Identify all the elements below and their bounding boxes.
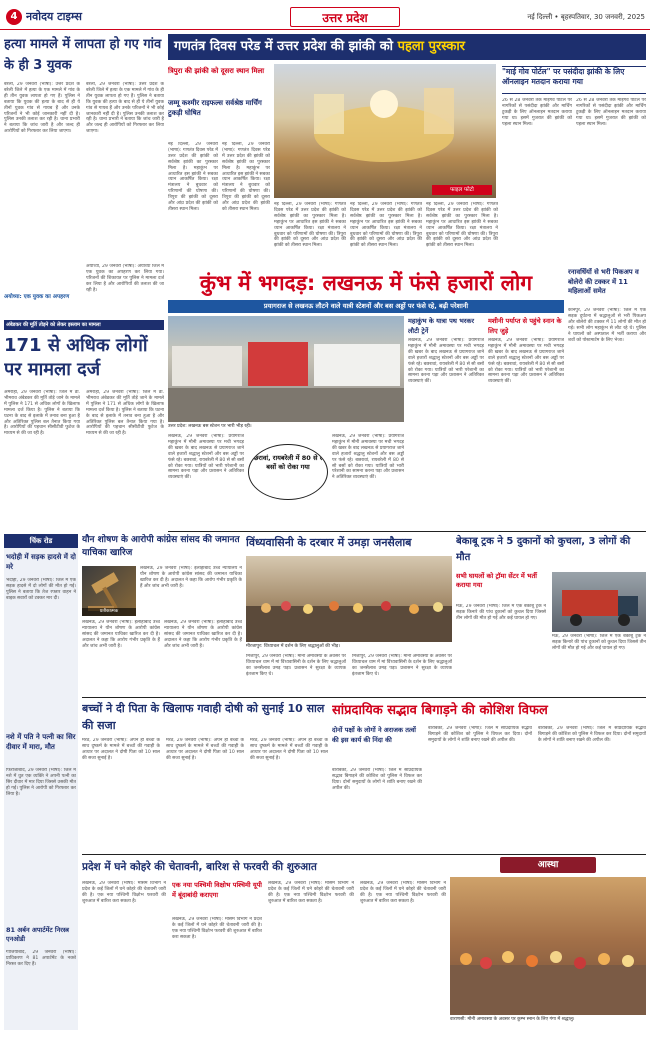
jhanki-headline <box>168 34 646 60</box>
divider-cold <box>82 854 646 855</box>
check-item2-head: नशे में पति ने पत्नी का सिर दीवार में मारा, मौत <box>6 733 76 751</box>
kumbh-photo-caption: उत्तर प्रदेश: लखनऊ बस स्टेशन पर भारी भीड़ रही। <box>168 424 252 429</box>
story-11-headline: रनावर्धियों से भरी पिकअप व बोलेरो की टक्कर में 11 महिलाओं समेत <box>568 268 639 295</box>
jhanki-headline-prefix: गणतंत्र दिवस परेड में उत्तर प्रदेश की झांकी को <box>174 39 394 54</box>
petition-headline: यौन शोषण के आरोपी कांग्रेस सांसद की जमानत याचिका खारिज <box>82 535 240 558</box>
petition-body-2: लखनऊ, 29 जनवरी (भाषा): इलाहाबाद उच्च न्यायालय ने यौन शोषण के आरोपी कांग्रेस सांसद की जमानत याचिका खारिज कर दी है। अदालत ने कहा कि आरोप गंभीर प्रकृति के हैं और जांच अभी जारी है। <box>82 620 160 649</box>
cold-body-4: लखनऊ, 29 जनवरी (भाषा): मौसम विभाग ने प्रदेश के कई जिलों में घने कोहरे की चेतावनी जारी की है। एक नया पश्चिमी विक्षोभ फरवरी की शुरुआत में बारिश करा सकता है। <box>360 881 446 904</box>
communal-body: बाराबंकी, 29 जनवरी (भाषा): जिले में सांप्रदायिक सद्भाव बिगाड़ने की कोशिश को पुलिस ने विफल कर दिया। दोनों समुदायों के लोगों ने शांति बनाए रखने की अपील की। <box>332 768 422 791</box>
children-headline: बच्चों ने दी पिता के खिलाफ गवाही दोषी को सुनाई 10 साल की सजा <box>82 702 325 732</box>
kumbh-box2-head: मशीनी पर्याप्त से पहुंचे स्नान के लिए जुड़े <box>488 317 562 335</box>
jhanki-photo-art <box>274 64 496 198</box>
truck-headline: बेकाबू ट्रक ने 5 दुकानों को कुचला, 3 लोगों की मौत <box>456 536 631 563</box>
divider-low <box>82 697 646 698</box>
check-bar-title: चिंक रोड <box>4 534 78 548</box>
dateline: नई दिल्ली • बृहस्पतिवार, 30 जनवरी, 2025 <box>527 13 645 21</box>
kumbh-box1-body: लखनऊ, 29 जनवरी (भाषा): प्रयागराज महाकुंभ में मौनी अमावस्या पर मची भगदड़ की खबर के बाद लखनऊ से प्रयागराज जाने वाले हजारों श्रद्धालु स्टेशनों और बस अड्डों पर फंसे रहे। बछरावां, रायबरेली में 80 से सौ बसों को रोका गया। यात्रियों को भारी परेशानी का सामना करना पड़ा और प्रशासन ने अतिरिक्त व्यवस्थाएं कीं। <box>408 338 484 385</box>
check-item2-body: फिरोजाबाद, 29 जनवरी (भाषा): जिले में नशे में धुत एक व्यक्ति ने अपनी पत्नी का सिर दीवार में मार दिया जिससे उसकी मौत हो गई। पुलिस ने आरोपी को गिरफ्तार कर लिया है। <box>6 768 76 797</box>
vidhwasini-photo <box>246 556 452 642</box>
vidhwasini-headline <box>246 534 452 552</box>
ayodhya-kicker: अयोध्या: एक युवक का अपहरण <box>4 294 70 300</box>
story-cold <box>82 857 446 1033</box>
header-rule <box>0 29 650 30</box>
story-jhanki <box>168 34 646 264</box>
story-murder <box>4 34 164 318</box>
communal-body-2: बाराबंकी, 29 जनवरी (भाषा): जिले में सांप्रदायिक सद्भाव बिगाड़ने की कोशिश को पुलिस ने विफल कर दिया। दोनों समुदायों के लोगों ने शांति बनाए रखने की अपील की। <box>428 726 532 743</box>
check-item1-head: भदोही में सड़क हादसे में दो मरे <box>6 553 76 571</box>
petition-photo-label: प्रतीकात्मक <box>82 608 136 616</box>
check-bar <box>4 534 78 1030</box>
story-171-body: अमरोहा, 29 जनवरी (भाषा): जिले में डॉ. भीमराव अंबेडकर की मूर्ति तोड़े जाने के मामले में पुलिस ने 171 से अधिक लोगों के खिलाफ मामला दर्ज किया है। पुलिस ने बताया कि घटना के बाद से इलाके में तनाव बना हुआ है और अतिरिक्त पुलिस बल तैनात किया गया है। आरोपियों की पहचान सीसीटीवी फुटेज के माध्यम से की जा रही है। <box>4 390 80 437</box>
story-171-headline: 171 से अधिक लोगों पर मामला दर्ज <box>4 335 148 380</box>
petition-body: लखनऊ, 29 जनवरी (भाषा): इलाहाबाद उच्च न्यायालय ने यौन शोषण के आरोपी कांग्रेस सांसद की जमानत याचिका खारिज कर दी है। अदालत ने कहा कि आरोप गंभीर प्रकृति के हैं और जांच अभी जारी है। <box>140 566 242 589</box>
vidhwasini-body: मिर्जापुर, 29 जनवरी (भाषा): मौनी अमावस्या के अवसर पर विंध्याचल धाम में मां विंध्यवासिनी के दर्शन के लिए श्रद्धालुओं का जनसैलाब उमड़ पड़ा। प्रशासन ने सुरक्षा के व्यापक इंतजाम किए थे। <box>246 654 346 677</box>
story-11-dead <box>568 268 646 530</box>
children-body-3: मेरठ, 29 जनवरी (भाषा): अपने ही बच्चों के साथ दुष्कर्म के मामले में बच्चों की गवाही के आधार पर अदालत ने दोषी पिता को 10 साल की सजा सुनाई है। <box>250 738 328 761</box>
cold-kicker: एक नया पश्चिमी विक्षोभ पश्चिमी यूपी में बूंदाबांदी कराएगा <box>172 881 262 899</box>
kumbh-body-2: लखनऊ, 29 जनवरी (भाषा): प्रयागराज महाकुंभ में मौनी अमावस्या पर मची भगदड़ की खबर के बाद लखनऊ से प्रयागराज जाने वाले हजारों श्रद्धालु स्टेशनों और बस अड्डों पर फंसे रहे। बछरावां, रायबरेली में 80 से सौ बसों को रोका गया। यात्रियों को भारी परेशानी का सामना करना पड़ा और प्रशासन ने अतिरिक्त व्यवस्थाएं कीं। <box>332 434 404 481</box>
cold-body: लखनऊ, 29 जनवरी (भाषा): मौसम विभाग ने प्रदेश के कई जिलों में घने कोहरे की चेतावनी जारी की है। एक नया पश्चिमी विक्षोभ फरवरी की शुरुआत में बारिश करा सकता है। <box>82 881 166 904</box>
kumbh-photo-art <box>168 316 404 422</box>
petition-photo <box>82 566 136 616</box>
kumbh-box2-body: लखनऊ, 29 जनवरी (भाषा): प्रयागराज महाकुंभ में मौनी अमावस्या पर मची भगदड़ की खबर के बाद लखनऊ से प्रयागराज जाने वाले हजारों श्रद्धालु स्टेशनों और बस अड्डों पर फंसे रहे। बछरावां, रायबरेली में 80 से सौ बसों को रोका गया। यात्रियों को भारी परेशानी का सामना करना पड़ा और प्रशासन ने अतिरिक्त व्यवस्थाएं कीं। <box>488 338 564 385</box>
vidhwasini-body-2: मिर्जापुर, 29 जनवरी (भाषा): मौनी अमावस्या के अवसर पर विंध्याचल धाम में मां विंध्यवासिनी के दर्शन के लिए श्रद्धालुओं का जनसैलाब उमड़ पड़ा। प्रशासन ने सुरक्षा के व्यापक इंतजाम किए थे। <box>352 654 452 677</box>
page-number: 4 <box>6 9 22 25</box>
truck-photo <box>552 572 646 632</box>
story-petition <box>82 534 242 694</box>
aastha-photo <box>450 877 646 1015</box>
kumbh-headline: कुंभ में भगदड़: लखनऊ में फंसे हजारों लोग <box>199 271 533 295</box>
divider-mid <box>168 531 646 532</box>
children-body-2: मेरठ, 29 जनवरी (भाषा): अपने ही बच्चों के साथ दुष्कर्म के मामले में बच्चों की गवाही के आधार पर अदालत ने दोषी पिता को 10 साल की सजा सुनाई है। <box>166 738 244 761</box>
communal-body-3: बाराबंकी, 29 जनवरी (भाषा): जिले में सांप्रदायिक सद्भाव बिगाड़ने की कोशिश को पुलिस ने विफल कर दिया। दोनों समुदायों के लोगों ने शांति बनाए रखने की अपील की। <box>538 726 646 743</box>
aastha-box <box>450 857 646 1033</box>
jhanki-side-kicker: त्रिपुरा की झांकी को दूसरा स्थान मिला <box>168 67 265 75</box>
truck-art <box>552 572 646 632</box>
kumbh-quote: बछरावां, रायबरेली में 80 से सौ बसों को रोका गया <box>248 444 328 500</box>
vidhwasini-photo-caption: मीरजापुर: विंध्याचल में दर्शन के लिए श्रद्धालुओं की भीड़। <box>246 644 340 649</box>
jhanki-right-body-2: 26 से 28 जनवरी तक माईगव पोर्टल पर नागरिकों से पसंदीदा झांकी और मार्चिंग टुकड़ी के लिए ऑनलाइन मतदान कराया गया था। इसमें गुजरात की झांकी को पहला स्थान मिला। <box>576 98 646 127</box>
jhanki-body-4: नई दिल्ली, 29 जनवरी (भाषा): गणतंत्र दिवस परेड में उत्तर प्रदेश की झांकी को सर्वश्रेष्ठ झांकी का पुरस्कार मिला है। महाकुंभ पर आधारित इस झांकी ने सबका ध्यान आकर्षित किया। रक्षा मंत्रालय ने बुधवार को परिणामों की घोषणा की। त्रिपुरा की झांकी को दूसरा और आंध्र प्रदेश की झांकी को तीसरा स्थान मिला। <box>350 202 422 249</box>
check-item1-body: भदोही, 29 जनवरी (भाषा): जिले में एक सड़क हादसे में दो लोगों की मौत हो गई। पुलिस ने बताया कि तेज रफ्तार वाहन ने बाइक सवारों को टक्कर मार दी। <box>6 578 76 601</box>
truck-body-2: मऊ, 29 जनवरी (भाषा): जिले में एक बेकाबू ट्रक ने सड़क किनारे की पांच दुकानों को कुचल दिया जिससे तीन लोगों की मौत हो गई और कई घायल हो गए। <box>552 634 646 651</box>
truck-kicker: सभी घायलों को ट्रॉमा सेंटर में भर्ती कराया गया <box>456 572 537 589</box>
story-11-body: कानपुर, 29 जनवरी (भाषा): जिले में एक सड़क दुर्घटना में श्रद्धालुओं से भरी पिकअप और बोलेरो की टक्कर में 11 लोगों की मौत हो गई। सभी लोग महाकुंभ से लौट रहे थे। पुलिस ने घायलों को अस्पताल में भर्ती कराया और शवों को पोस्टमार्टम के लिए भेजा। <box>568 308 646 343</box>
jhanki-right-body: 26 से 28 जनवरी तक माईगव पोर्टल पर नागरिकों से पसंदीदा झांकी और मार्चिंग टुकड़ी के लिए ऑनलाइन मतदान कराया गया था। इसमें गुजरात की झांकी को पहला स्थान मिला। <box>502 98 572 127</box>
check-item3-body: गाजियाबाद, 29 जनवरी (भाषा): प्राधिकरण ने 81 अपार्टमेंट के नक्शे निरस्त कर दिए हैं। <box>6 950 76 967</box>
aastha-title: आस्था <box>500 857 596 873</box>
story-communal <box>332 700 646 850</box>
jhanki-body-3: नई दिल्ली, 29 जनवरी (भाषा): गणतंत्र दिवस परेड में उत्तर प्रदेश की झांकी को सर्वश्रेष्ठ झांकी का पुरस्कार मिला है। महाकुंभ पर आधारित इस झांकी ने सबका ध्यान आकर्षित किया। रक्षा मंत्रालय ने बुधवार को परिणामों की घोषणा की। त्रिपुरा की झांकी को दूसरा और आंध्र प्रदेश की झांकी को तीसरा स्थान मिला। <box>274 202 346 249</box>
crowd-art <box>246 556 452 642</box>
story-children <box>82 700 328 850</box>
aastha-crowd-art <box>450 877 646 1015</box>
check-item3-head: 81 अर्बन अपार्टमेंट निरस्त्र एनओडी <box>6 926 69 943</box>
cold-body-2: लखनऊ, 29 जनवरी (भाषा): मौसम विभाग ने प्रदेश के कई जिलों में घने कोहरे की चेतावनी जारी की है। एक नया पश्चिमी विक्षोभ फरवरी की शुरुआत में बारिश करा सकता है। <box>172 917 262 940</box>
kumbh-body: लखनऊ, 29 जनवरी (भाषा): प्रयागराज महाकुंभ में मौनी अमावस्या पर मची भगदड़ की खबर के बाद लखनऊ से प्रयागराज जाने वाले हजारों श्रद्धालु स्टेशनों और बस अड्डों पर फंसे रहे। बछरावां, रायबरेली में 80 से सौ बसों को रोका गया। यात्रियों को भारी परेशानी का सामना करना पड़ा और प्रशासन ने अतिरिक्त व्यवस्थाएं कीं। <box>168 434 244 481</box>
story-171-strap: अंबेडकर की मूर्ति तोड़ने को लेकर इस्लाम का मामला <box>4 320 164 330</box>
story-kumbh <box>168 268 564 526</box>
ayodhya-body: अयोध्या, 29 जनवरी (भाषा): अयोध्या जिले में एक युवक का अपहरण कर लिया गया। परिजनों की शिकायत पर पुलिस ने मामला दर्ज कर लिया है और आरोपियों की तलाश की जा रही है। <box>86 264 164 293</box>
section-title: उत्तर प्रदेश <box>290 7 400 27</box>
jhanki-body-5: नई दिल्ली, 29 जनवरी (भाषा): गणतंत्र दिवस परेड में उत्तर प्रदेश की झांकी को सर्वश्रेष्ठ झांकी का पुरस्कार मिला है। महाकुंभ पर आधारित इस झांकी ने सबका ध्यान आकर्षित किया। रक्षा मंत्रालय ने बुधवार को परिणामों की घोषणा की। त्रिपुरा की झांकी को दूसरा और आंध्र प्रदेश की झांकी को तीसरा स्थान मिला। <box>426 202 498 249</box>
communal-headline: सांप्रदायिक सद्भाव बिगाड़ने की कोशिश विफल <box>332 703 548 718</box>
page-header <box>0 0 650 30</box>
masthead: नवोदय टाइम्स <box>26 10 82 23</box>
jhanki-photo-caption: फाइल फोटो <box>432 185 492 195</box>
aastha-caption: वाराणसी: मौनी अमावस्या के अवसर पर कुम्भ स्नान के लिए गंगा में श्रद्धालु। <box>450 1017 575 1022</box>
story-murder-body: बरेली, 29 जनवरी (भाषा): उत्तर प्रदेश के बरेली जिले में हत्या के एक मामले में गांव के ही तीन युवक लापता हो गए हैं। पुलिस ने बताया कि युवक की हत्या के बाद से ही ये तीनों युवक गांव से गायब हैं और उनके परिजनों ने भी कोई जानकारी नहीं दी है। पुलिस उनकी तलाश कर रही है। थाना प्रभारी ने बताया कि जांच जारी है और जल्द ही आरोपियों को गिरफ्तार कर लिया जाएगा। <box>4 82 80 135</box>
kumbh-box1-head: महाकुंभ के यात्रा पथ भरकर लौटी ट्रेनें <box>408 317 475 335</box>
cold-body-3: लखनऊ, 29 जनवरी (भाषा): मौसम विभाग ने प्रदेश के कई जिलों में घने कोहरे की चेतावनी जारी की है। एक नया पश्चिमी विक्षोभ फरवरी की शुरुआत में बारिश करा सकता है। <box>268 881 354 904</box>
communal-kicker: दोनों पक्षों के लोगों ने अराजक तत्वों की इस कार्य की निंदा की <box>332 726 416 744</box>
jhanki-side-kicker-2: जम्मू कश्मीर राइफल्स सर्वश्रेष्ठ मार्चिंग टुकड़ी घोषित <box>168 99 262 117</box>
jhanki-body-2: नई दिल्ली, 29 जनवरी (भाषा): गणतंत्र दिवस परेड में उत्तर प्रदेश की झांकी को सर्वश्रेष्ठ झांकी का पुरस्कार मिला है। महाकुंभ पर आधारित इस झांकी ने सबका ध्यान आकर्षित किया। रक्षा मंत्रालय ने बुधवार को परिणामों की घोषणा की। त्रिपुरा की झांकी को दूसरा और आंध्र प्रदेश की झांकी को तीसरा स्थान मिला। <box>222 142 270 212</box>
story-vidhwasini <box>246 534 452 694</box>
story-murder-body-2: बरेली, 29 जनवरी (भाषा): उत्तर प्रदेश के बरेली जिले में हत्या के एक मामले में गांव के ही तीन युवक लापता हो गए हैं। पुलिस ने बताया कि युवक की हत्या के बाद से ही ये तीनों युवक गांव से गायब हैं और उनके परिजनों ने भी कोई जानकारी नहीं दी है। पुलिस उनकी तलाश कर रही है। थाना प्रभारी ने बताया कि जांच जारी है और जल्द ही आरोपियों को गिरफ्तार कर लिया जाएगा। <box>86 82 164 135</box>
kumbh-subhead: प्रयागराज से लखनऊ लौटने वाले यात्री स्टेशनों और बस अड्डों पर फंसे रहे, बढ़ी परेशानी <box>168 300 564 313</box>
story-truck <box>456 534 646 694</box>
children-body: मेरठ, 29 जनवरी (भाषा): अपने ही बच्चों के साथ दुष्कर्म के मामले में बच्चों की गवाही के आधार पर अदालत ने दोषी पिता को 10 साल की सजा सुनाई है। <box>82 738 160 761</box>
jhanki-headline-red: पहला पुरस्कार <box>397 39 465 54</box>
story-171 <box>4 320 164 530</box>
petition-body-3: लखनऊ, 29 जनवरी (भाषा): इलाहाबाद उच्च न्यायालय ने यौन शोषण के आरोपी कांग्रेस सांसद की जमानत याचिका खारिज कर दी है। अदालत ने कहा कि आरोप गंभीर प्रकृति के हैं और जांच अभी जारी है। <box>164 620 242 649</box>
jhanki-body: नई दिल्ली, 29 जनवरी (भाषा): गणतंत्र दिवस परेड में उत्तर प्रदेश की झांकी को सर्वश्रेष्ठ झांकी का पुरस्कार मिला है। महाकुंभ पर आधारित इस झांकी ने सबका ध्यान आकर्षित किया। रक्षा मंत्रालय ने बुधवार को परिणामों की घोषणा की। त्रिपुरा की झांकी को दूसरा और आंध्र प्रदेश की झांकी को तीसरा स्थान मिला। <box>168 142 218 212</box>
truck-body: मऊ, 29 जनवरी (भाषा): जिले में एक बेकाबू ट्रक ने सड़क किनारे की पांच दुकानों को कुचल दिया जिससे तीन लोगों की मौत हो गई और कई घायल हो गए। <box>456 604 546 621</box>
cold-headline: प्रदेश में घने कोहरे की चेतावनी, बारिश से फरवरी की शुरुआत <box>82 861 317 873</box>
jhanki-right-headline: "माई गोव पोर्टल" पर पसंदीदा झांकी के लिए ऑनलाइन मतदान कराया गया <box>502 66 646 94</box>
vidhwasini-headline-text: विंध्यवासिनी के दरबार में उमड़ा जनसैलाब <box>246 536 412 549</box>
jhanki-photo <box>274 64 496 198</box>
kumbh-photo <box>168 316 404 422</box>
story-murder-headline: हत्या मामले में लापता हो गए गांव के ही 3 युवक <box>4 37 162 73</box>
story-171-body-2: अमरोहा, 29 जनवरी (भाषा): जिले में डॉ. भीमराव अंबेडकर की मूर्ति तोड़े जाने के मामले में पुलिस ने 171 से अधिक लोगों के खिलाफ मामला दर्ज किया है। पुलिस ने बताया कि घटना के बाद से इलाके में तनाव बना हुआ है और अतिरिक्त पुलिस बल तैनात किया गया है। आरोपियों की पहचान सीसीटीवी फुटेज के माध्यम से की जा रही है। <box>86 390 164 437</box>
